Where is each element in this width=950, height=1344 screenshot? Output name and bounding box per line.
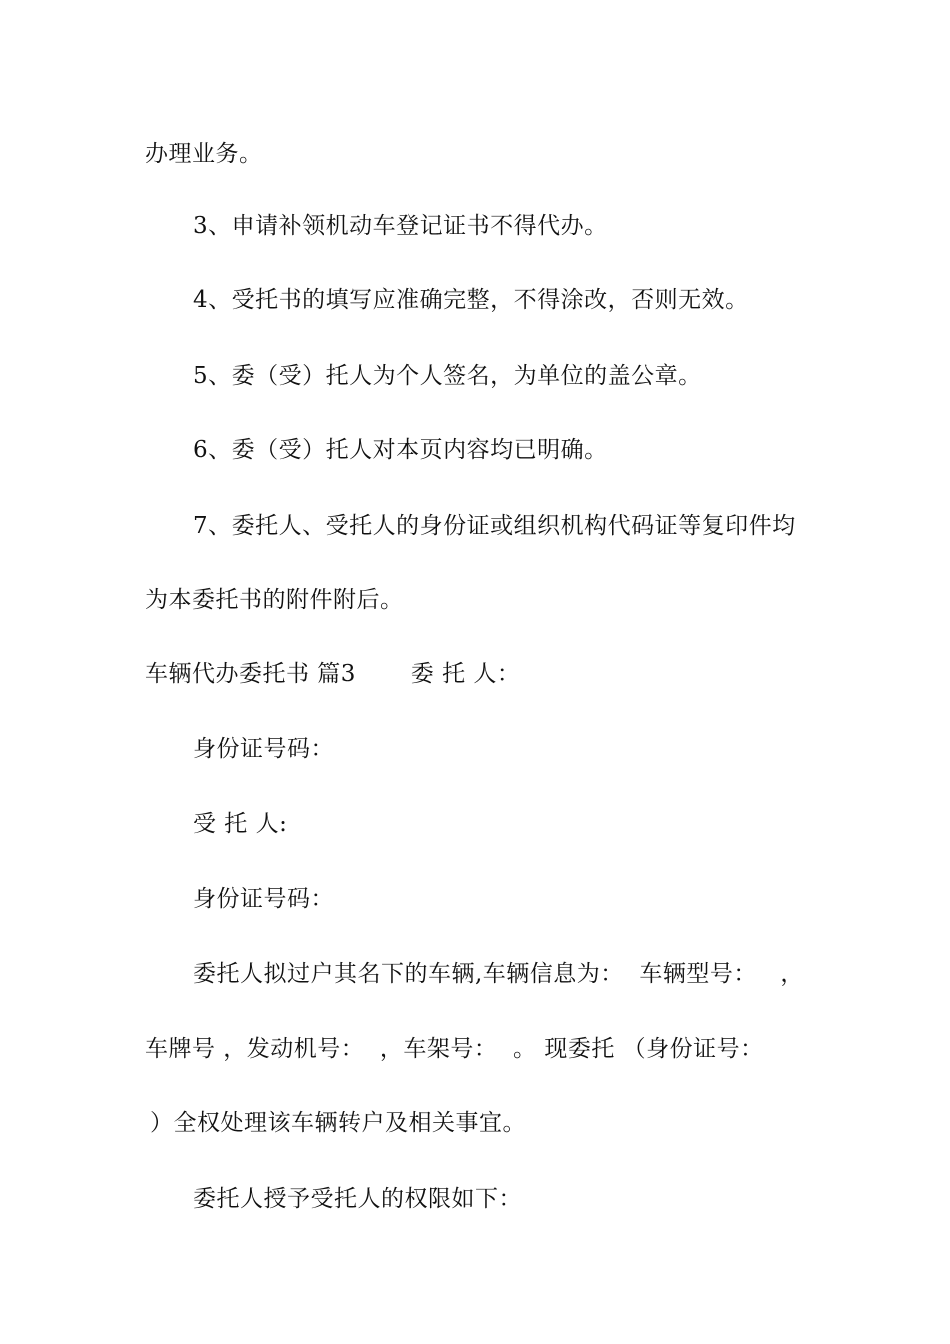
rule-item-4: 4、受托书的填写应准确完整，不得涂改，否则无效。 (193, 287, 749, 313)
rule-item-3: 3、申请补领机动车登记证书不得代办。 (193, 213, 608, 239)
authority-paragraph: 委托人授予受托人的权限如下： (193, 1186, 522, 1212)
vehicle-info-end: ）全权处理该车辆转户及相关事宜。 (150, 1110, 526, 1136)
paragraph-continuation: 办理业务。 (145, 141, 263, 167)
vehicle-info-continuation: 车牌号 ，发动机号： ，车架号： 。 现委托 （身份证号： (145, 1036, 764, 1062)
principal-id-label: 身份证号码： (193, 736, 334, 762)
rule-item-7: 7、委托人、受托人的身份证或组织机构代码证等复印件均 (193, 513, 796, 539)
rule-item-6: 6、委（受）托人对本页内容均已明确。 (193, 437, 608, 463)
agent-id-label: 身份证号码： (193, 886, 334, 912)
section-heading-principal: 车辆代办委托书 篇3 委 托 人： (145, 661, 521, 687)
vehicle-info-paragraph: 委托人拟过户其名下的车辆,车辆信息为： 车辆型号： ， (193, 961, 804, 987)
rule-item-7-continuation: 为本委托书的附件附后。 (145, 587, 404, 613)
agent-label: 受 托 人: (193, 811, 288, 837)
rule-item-5: 5、委（受）托人为个人签名，为单位的盖公章。 (193, 363, 702, 389)
